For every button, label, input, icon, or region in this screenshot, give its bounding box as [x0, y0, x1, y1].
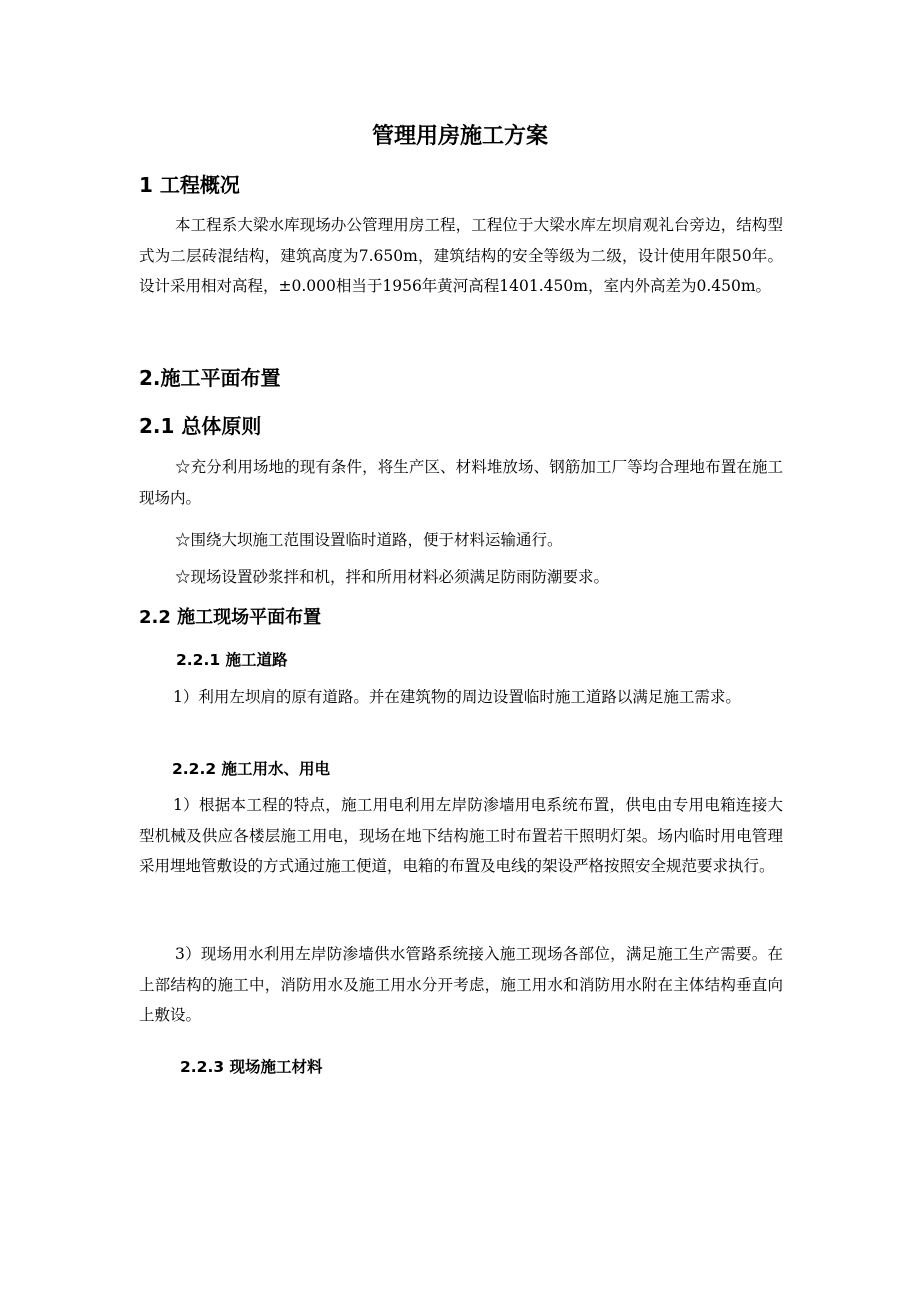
section-1-heading: 1 工程概况 [139, 173, 240, 197]
document-title: 管理用房施工方案 [371, 124, 548, 149]
subsection-2-2-2-heading: 2.2.2 施工用水、用电 [172, 760, 331, 778]
section-2-1-heading: 2.1 总体原则 [139, 414, 262, 438]
principle-item-1: ☆充分利用场地的现有条件，将生产区、材料堆放场、钢筋加工厂等均合理地布置在施工现场内。 [139, 458, 783, 507]
section-2-heading: 2.施工平面布置 [139, 366, 281, 390]
subsection-2-2-1-heading: 2.2.1 施工道路 [176, 651, 288, 669]
principle-item-2: ☆围绕大坝施工范围设置临时道路，便于材料运输通行。 [175, 531, 563, 549]
subsection-2-2-3-heading: 2.2.3 现场施工材料 [180, 1058, 323, 1076]
water-paragraph: 3）现场用水利用左岸防渗墙供水管路系统接入施工现场各部位，满足施工生产需要。在上部结构的施工中，消防用水及施工用水分开考虑，施工用水和消防用水附在主体结构垂直向上敷设。 [139, 945, 783, 1024]
section-2-2-heading: 2.2 施工现场平面布置 [139, 607, 322, 628]
power-paragraph: 1）根据本工程的特点，施工用电利用左岸防渗墙用电系统布置，供电由专用电箱连接大型机械及供应各楼层施工用电，现场在地下结构施工时布置若干照明灯架。场内临时用电管理采用埋地管敷设的方式通过施工便道，电箱的布置及电线的架设严格按照安全规范要求执行。 [139, 796, 783, 875]
principle-item-3: ☆现场设置砂浆拌和机，拌和所用材料必须满足防雨防潮要求。 [175, 568, 610, 586]
road-paragraph: 1）利用左坝肩的原有道路。并在建筑物的周边设置临时施工道路以满足施工需求。 [173, 688, 741, 706]
section-1-paragraph: 本工程系大梁水库现场办公管理用房工程，工程位于大梁水库左坝肩观礼台旁边，结构型式为二层砖混结构，建筑高度为7.650m，建筑结构的安全等级为二级，设计使用年限50年。设计采用相对高程，±0.000相当于1956年黄河高程1401.450m，室内外高差为0.450m。 [139, 216, 783, 295]
